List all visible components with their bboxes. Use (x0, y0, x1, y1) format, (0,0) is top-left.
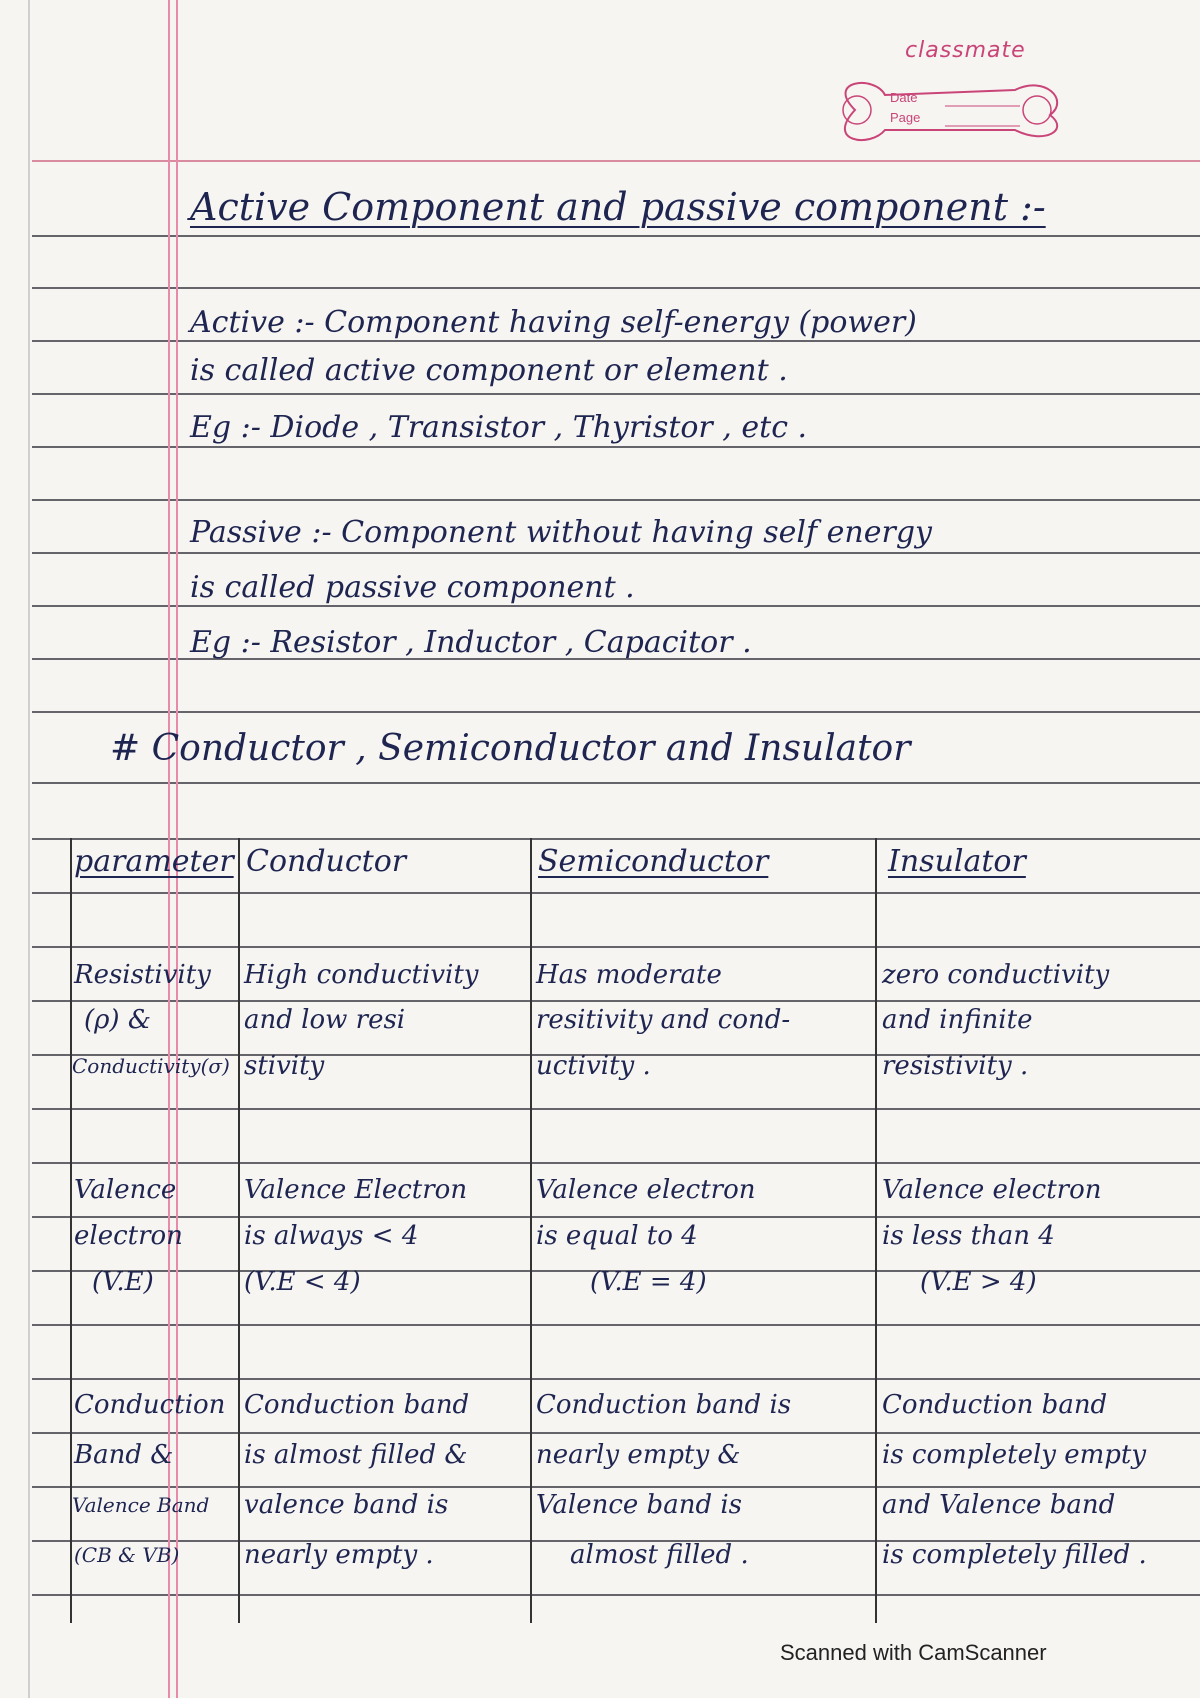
table-cell: is equal to 4 (536, 1221, 698, 1251)
table-cell: is less than 4 (882, 1221, 1055, 1251)
table-cell: is almost filled & (244, 1440, 468, 1470)
passive-line-2: is called passive component . (190, 570, 635, 605)
table-cell: valence band is (244, 1490, 449, 1520)
table-cell: resitivity and cond- (536, 1005, 791, 1035)
ruled-line (32, 235, 1200, 237)
table-cell: and Valence band (882, 1490, 1116, 1520)
passive-line-3: Eg :- Resistor , Inductor , Capacitor . (190, 625, 752, 660)
table-cell: is completely empty (882, 1440, 1147, 1470)
table-cell: almost filled . (570, 1540, 749, 1570)
brand-logo: classmate (905, 38, 1026, 63)
table-cell: uctivity . (536, 1051, 651, 1081)
table-cell: (V.E = 4) (590, 1267, 707, 1297)
table-column-divider (875, 838, 877, 1623)
table-cell: Conduction band (244, 1390, 470, 1420)
header-semiconductor: Semiconductor (538, 844, 769, 879)
table-cell: Conduction band (882, 1390, 1108, 1420)
table-cell: nearly empty & (536, 1440, 741, 1470)
table-cell: resistivity . (882, 1051, 1029, 1081)
stamp-date-label: Date (890, 90, 918, 105)
ruled-line (32, 446, 1200, 448)
comparison-table (70, 838, 1200, 1623)
table-cell: Valence (74, 1175, 177, 1205)
table-cell: is always < 4 (244, 1221, 419, 1251)
table-column-divider (530, 838, 532, 1623)
stamp-page-label: Page (890, 110, 921, 125)
page-left-edge (28, 0, 30, 1698)
table-cell: Valence electron (536, 1175, 756, 1205)
table-cell: is completely filled . (882, 1540, 1147, 1570)
table-cell: High conductivity (244, 960, 479, 990)
table-cell: Valence band is (536, 1490, 743, 1520)
ruled-line (32, 605, 1200, 607)
table-cell: Has moderate (536, 960, 722, 990)
table-cell: (V.E > 4) (920, 1267, 1037, 1297)
table-cell: Valence Electron (244, 1175, 468, 1205)
table-cell: Conduction band is (536, 1390, 792, 1420)
section-heading: # Conductor , Semiconductor and Insulator (110, 728, 911, 769)
table-cell: Conductivity(σ) (72, 1054, 230, 1078)
table-cell: (V.E) (92, 1267, 154, 1297)
ruled-line (32, 782, 1200, 784)
table-cell: zero conductivity (882, 960, 1110, 990)
table-cell: Resistivity (74, 960, 211, 990)
table-cell: Valence electron (882, 1175, 1102, 1205)
page-title: Active Component and passive component :- (190, 185, 1046, 229)
table-column-divider (238, 838, 240, 1623)
table-cell: and low resi (244, 1005, 406, 1035)
active-line-3: Eg :- Diode , Transistor , Thyristor , etc . (190, 410, 808, 445)
ruled-line (32, 499, 1200, 501)
table-cell: Conduction (74, 1390, 226, 1420)
ruled-line (32, 340, 1200, 342)
table-cell: nearly empty . (244, 1540, 434, 1570)
active-line-2: is called active component or element . (190, 353, 788, 388)
table-cell: and infinite (882, 1005, 1033, 1035)
table-cell: (V.E < 4) (244, 1267, 361, 1297)
table-cell: stivity (244, 1051, 325, 1081)
table-cell: (CB & VB) (74, 1543, 180, 1567)
active-line-1: Active :- Component having self-energy (power) (190, 305, 917, 340)
top-rule (32, 160, 1200, 162)
date-page-stamp (815, 70, 1075, 150)
header-insulator: Insulator (888, 844, 1026, 879)
table-cell: (ρ) & (84, 1005, 151, 1035)
header-conductor: Conductor (246, 844, 407, 879)
table-cell: Valence Band (72, 1493, 210, 1517)
ruled-line (32, 711, 1200, 713)
ruled-line (32, 552, 1200, 554)
table-cell: Band & (74, 1440, 174, 1470)
ruled-line (32, 393, 1200, 395)
header-parameter: parameter (74, 844, 234, 879)
table-cell: electron (74, 1221, 183, 1251)
passive-line-1: Passive :- Component without having self energy (190, 515, 932, 550)
scanner-watermark: Scanned with CamScanner (780, 1640, 1047, 1665)
ruled-line (32, 287, 1200, 289)
